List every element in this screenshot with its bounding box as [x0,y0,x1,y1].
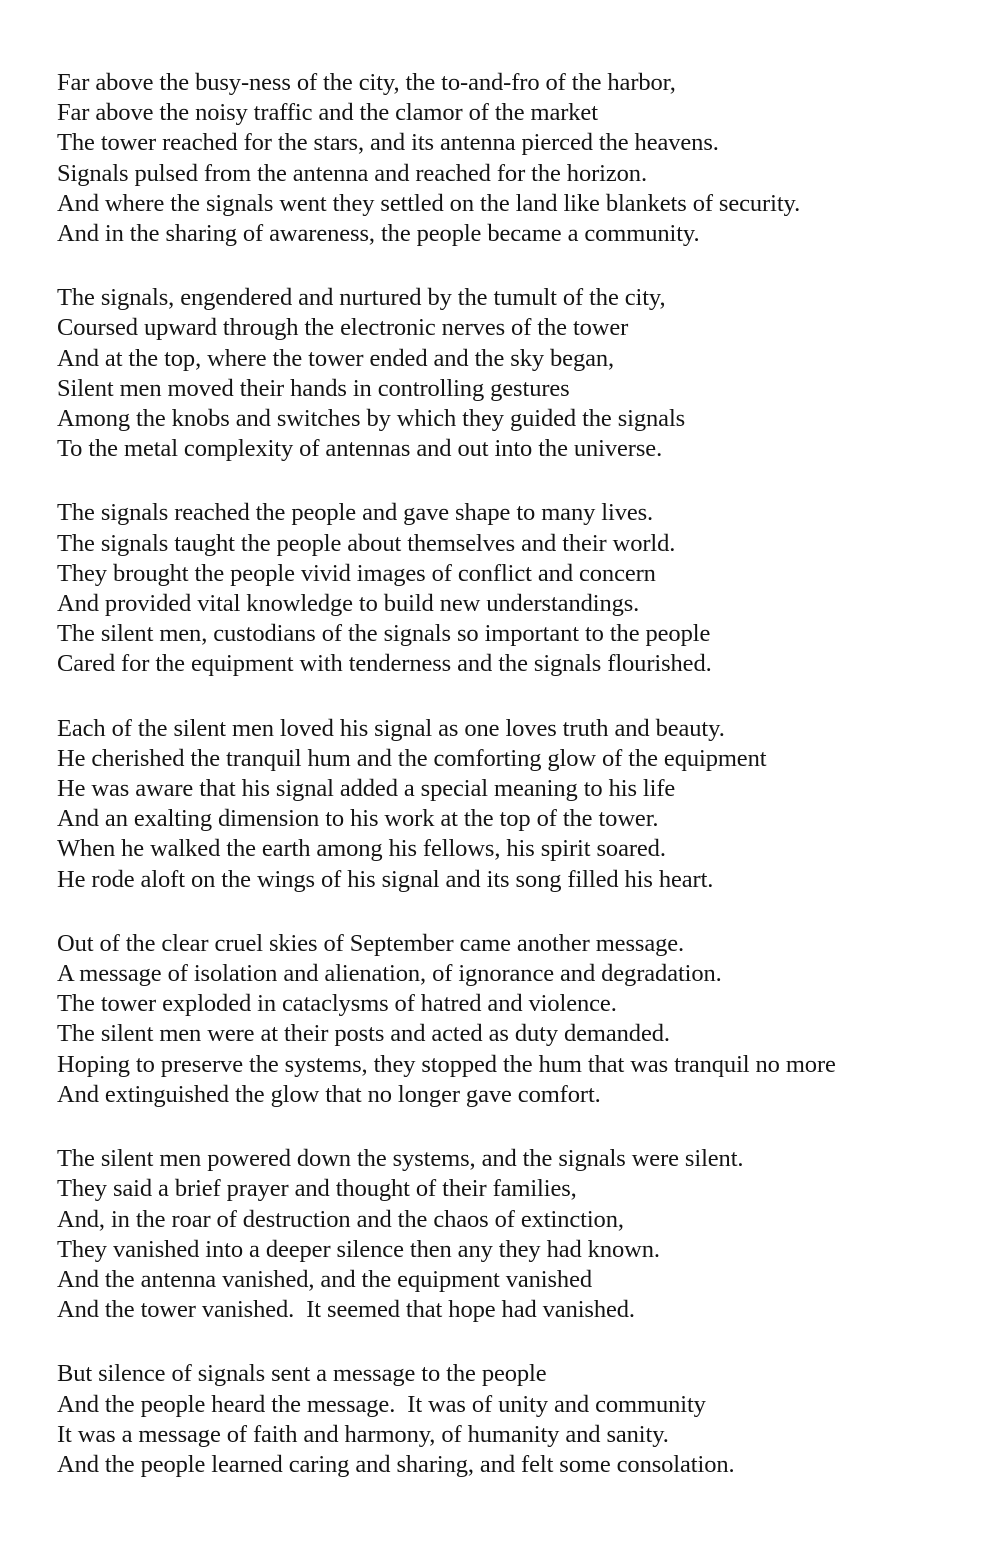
poem-line: And at the top, where the tower ended and the sky began, [57,344,615,372]
poem-line: The tower reached for the stars, and its antenna pierced the heavens. [57,129,719,157]
poem-line: They said a brief prayer and thought of their families, [57,1175,577,1203]
poem-line: Each of the silent men loved his signal as one loves truth and beauty. [57,714,725,742]
poem-line: And the antenna vanished, and the equipment vanished [57,1265,593,1293]
poem-line: And, in the roar of destruction and the chaos of extinction, [57,1205,624,1233]
stanza-1 [57,68,987,249]
poem-line: Among the knobs and switches by which they guided the signals [57,405,686,433]
stanza-7 [57,1359,987,1480]
poem-line: They brought the people vivid images of conflict and concern [57,559,656,587]
poem-line: And the tower vanished. It seemed that hope had vanished. [57,1296,635,1324]
poem-line: Out of the clear cruel skies of September came another message. [57,929,685,957]
poem-line: Hoping to preserve the systems, they stopped the hum that was tranquil no more [57,1050,836,1078]
poem-line: And where the signals went they settled on the land like blankets of security. [57,189,801,217]
poem-line: Cared for the equipment with tenderness and the signals flourished. [57,650,712,678]
poem-line: Far above the busy-ness of the city, the to-and-fro of the harbor, [57,69,676,96]
poem-line: Silent men moved their hands in controlling gestures [57,374,570,402]
poem-line: He rode aloft on the wings of his signal and its song filled his heart. [57,865,714,893]
poem-line: He cherished the tranquil hum and the comforting glow of the equipment [57,744,767,772]
poem-line: Signals pulsed from the antenna and reached for the horizon. [57,159,647,187]
poem-line: And the people learned caring and sharing, and felt some consolation. [57,1450,735,1478]
poem-line: And an exalting dimension to his work at the top of the tower. [57,805,659,833]
poem-line: And provided vital knowledge to build new understandings. [57,590,640,618]
poem-line: When he walked the earth among his fellows, his spirit soared. [57,835,666,863]
stanza-5 [57,929,987,1110]
poem-line: They vanished into a deeper silence then any they had known. [57,1235,660,1263]
poem-line: It was a message of faith and harmony, of humanity and sanity. [57,1420,669,1448]
poem-line: And extinguished the glow that no longer gave comfort. [57,1080,601,1108]
poem-line: Far above the noisy traffic and the clamor of the market [57,99,598,127]
poem-line: The signals, engendered and nurtured by the tumult of the city, [57,284,666,312]
stanza-4 [57,714,987,895]
poem-line: To the metal complexity of antennas and out into the universe. [57,435,663,463]
poem-line: The silent men were at their posts and acted as duty demanded. [57,1020,670,1048]
stanza-3 [57,498,987,679]
poem-line: The silent men powered down the systems, and the signals were silent. [57,1145,744,1173]
poem-line: The silent men, custodians of the signals so important to the people [57,620,711,648]
poem-line: The signals reached the people and gave shape to many lives. [57,499,654,527]
poem-line: A message of isolation and alienation, of ignorance and degradation. [57,960,722,988]
poem-body [57,68,987,1514]
stanza-6 [57,1144,987,1325]
poem-line: He was aware that his signal added a special meaning to his life [57,775,676,803]
poem-line: Coursed upward through the electronic nerves of the tower [57,314,629,342]
poem-line: But silence of signals sent a message to the people [57,1360,547,1388]
stanza-2 [57,283,987,464]
poem-line: The tower exploded in cataclysms of hatred and violence. [57,990,617,1018]
poem-line: And the people heard the message. It was of unity and community [57,1390,706,1418]
poem-line: And in the sharing of awareness, the people became a community. [57,220,700,248]
poem-line: The signals taught the people about themselves and their world. [57,529,676,557]
